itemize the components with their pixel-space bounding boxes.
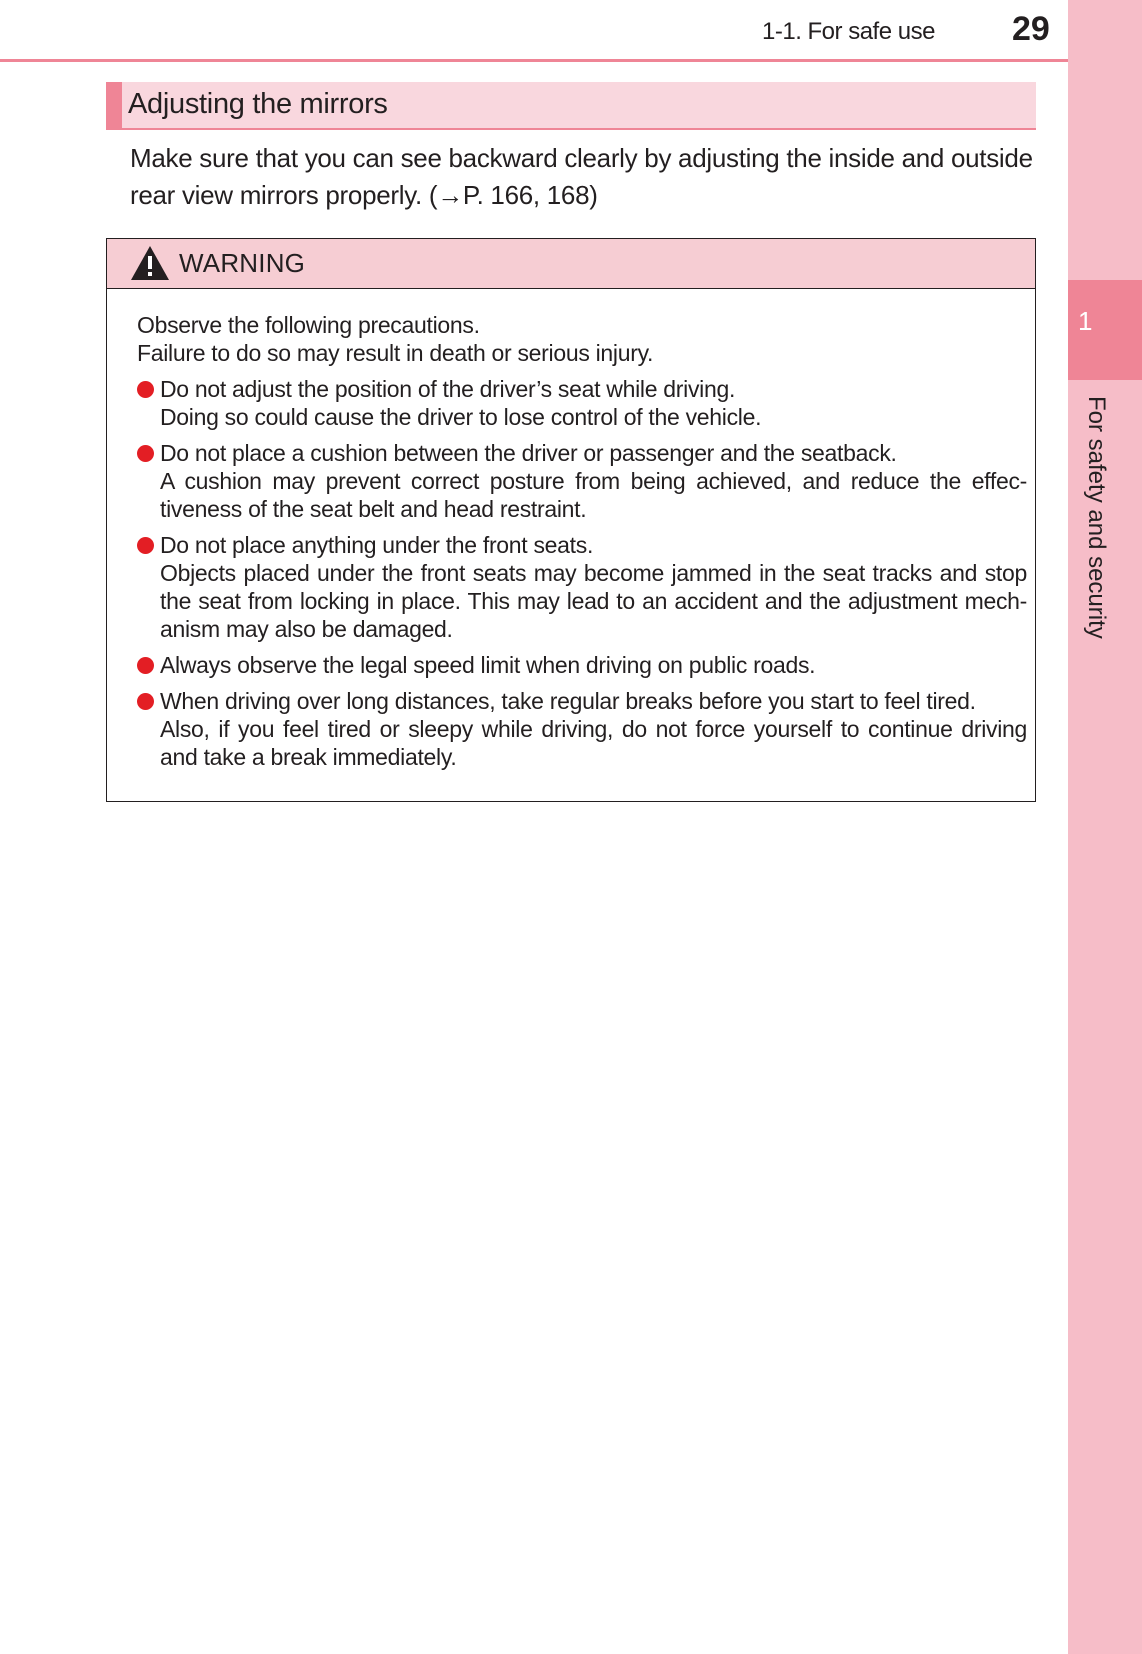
page-number: 29 xyxy=(1012,10,1050,48)
section-intro: Make sure that you can see backward clearly by adjusting the inside and outside rear view mirrors properly. (→P. 166, 168) xyxy=(130,143,1033,210)
list-item-title: Do not place anything under the front seats. xyxy=(160,532,594,558)
section-heading xyxy=(106,82,1036,130)
red-dot-bullet-icon xyxy=(137,445,154,462)
red-dot-bullet-icon xyxy=(137,657,154,674)
header-rule xyxy=(0,59,1068,62)
list-item xyxy=(137,375,1027,431)
side-strip xyxy=(1068,0,1142,1654)
running-header-section: 1-1. For safe use xyxy=(762,18,935,45)
list-item-detail: A cushion may prevent correct posture from being achieved, and reduce the effec-tiveness of the seat belt and head restraint. xyxy=(160,468,1027,522)
section-title: Adjusting the mirrors xyxy=(128,88,388,120)
list-item-detail: Also, if you feel tired or sleepy while driving, do not force yourself to continue driving and take a break immediately. xyxy=(160,716,1027,770)
warning-intro-line-1: Observe the following precautions. xyxy=(137,312,480,338)
warning-body xyxy=(137,311,1027,779)
list-item xyxy=(137,531,1027,643)
warning-intro-line-2: Failure to do so may result in death or serious injury. xyxy=(137,340,654,366)
red-dot-bullet-icon xyxy=(137,693,154,710)
chapter-tab-label: For safety and security xyxy=(1083,396,1110,639)
list-item-title: Do not adjust the position of the driver’s seat while driving. xyxy=(160,376,736,402)
list-item xyxy=(137,439,1027,523)
list-item-title: Always observe the legal speed limit when driving on public roads. xyxy=(160,652,816,678)
red-dot-bullet-icon xyxy=(137,537,154,554)
list-item xyxy=(137,687,1027,771)
warning-triangle-icon xyxy=(129,244,171,282)
warning-box xyxy=(106,238,1036,802)
list-item-detail: Doing so could cause the driver to lose control of the vehicle. xyxy=(160,404,762,430)
list-item-title: When driving over long distances, take regular breaks before you start to feel tired. xyxy=(160,688,976,714)
list-item xyxy=(137,651,1027,679)
warning-title: WARNING xyxy=(179,248,306,278)
precaution-list xyxy=(137,375,1027,771)
section-heading-accent xyxy=(106,82,122,130)
list-item-title: Do not place a cushion between the driver or passenger and the seatback. xyxy=(160,440,897,466)
warning-header xyxy=(107,239,1035,289)
chapter-tab-number: 1 xyxy=(1078,306,1093,336)
list-item-detail: Objects placed under the front seats may become jammed in the seat tracks and stop the seat from locking in place. This may lead to an accident and the adjustment mech-anism may also be damaged. xyxy=(160,560,1027,642)
red-dot-bullet-icon xyxy=(137,381,154,398)
